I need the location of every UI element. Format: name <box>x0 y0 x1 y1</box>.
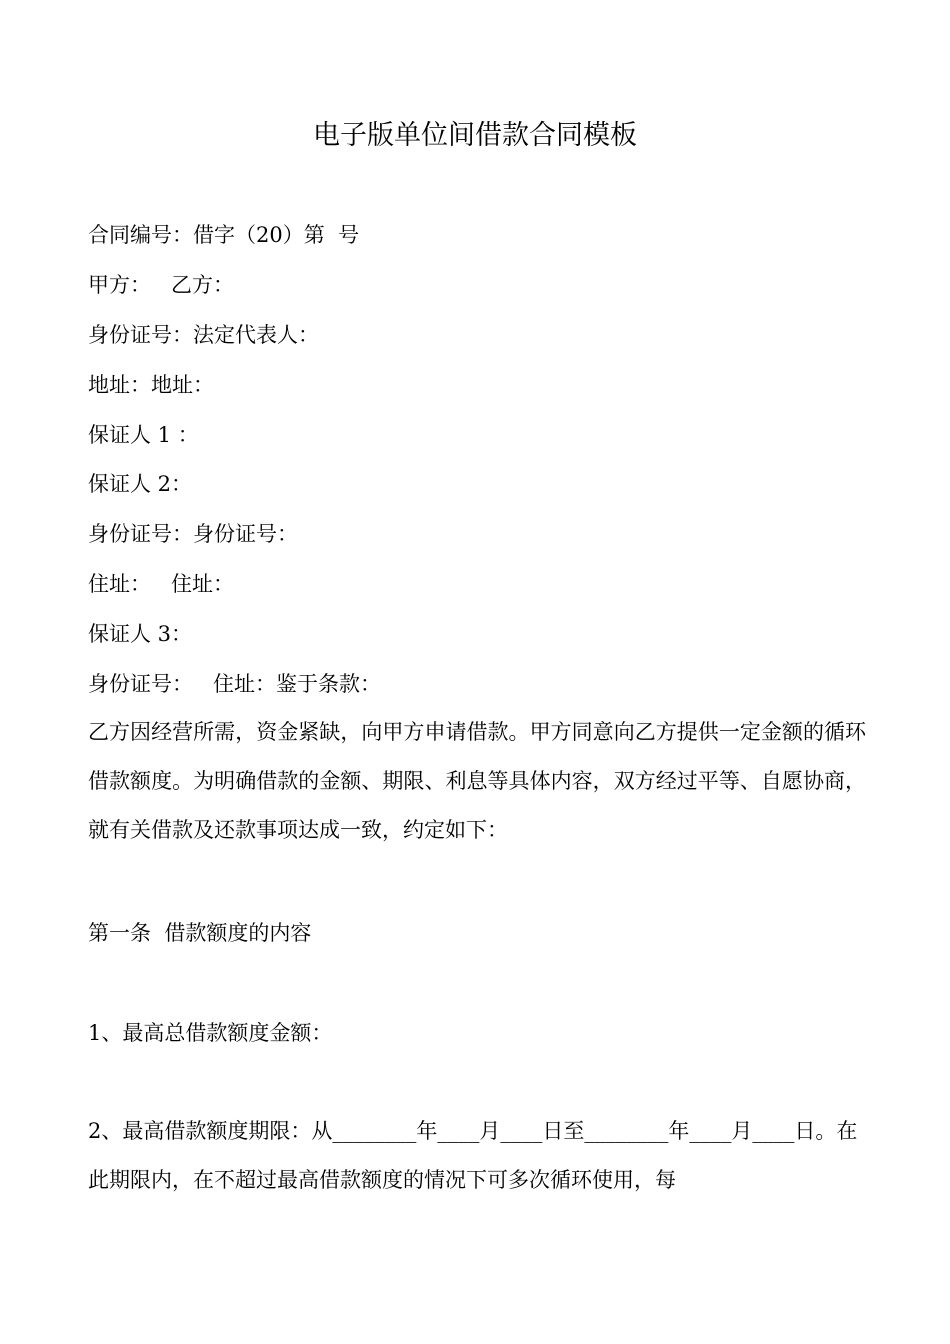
guarantor-id-line: 身份证号：身份证号： <box>88 522 298 546</box>
recitals-line: 身份证号： 住址：鉴于条款： <box>88 672 382 696</box>
id-legal-rep-line: 身份证号：法定代表人： <box>88 323 319 347</box>
party-a-b-line: 甲方： 乙方： <box>88 273 235 297</box>
guarantor-1-line: 保证人 1 ： <box>88 423 199 447</box>
article-1-heading: 第一条 借款额度的内容 <box>88 921 312 945</box>
address-line: 地址：地址： <box>88 373 214 397</box>
document-title: 电子版单位间借款合同模板 <box>313 120 637 151</box>
guarantor-residence-line: 住址： 住址： <box>88 572 235 596</box>
contract-number-line: 合同编号：借字（20）第 号 <box>88 223 360 247</box>
intro-paragraph: 乙方因经营所需，资金紧缺，向甲方申请借款。甲方同意向乙方提供一定金额的循环借款额度。为明确借款的金额、期限、利息等具体内容，双方经过平等、自愿协商，就有关借款及还款事项达成一致，约定如下： <box>88 720 866 842</box>
guarantor-2-line: 保证人 2： <box>88 472 193 496</box>
item-2-text: 2、最高借款额度期限：从________年____月____日至________年____月____日。在此期限内，在不超过最高借款额度的情况下可多次循环使用，每 <box>88 1119 858 1192</box>
guarantor-3-line: 保证人 3： <box>88 622 193 646</box>
item-1-text: 1、最高总借款额度金额： <box>88 1021 333 1045</box>
